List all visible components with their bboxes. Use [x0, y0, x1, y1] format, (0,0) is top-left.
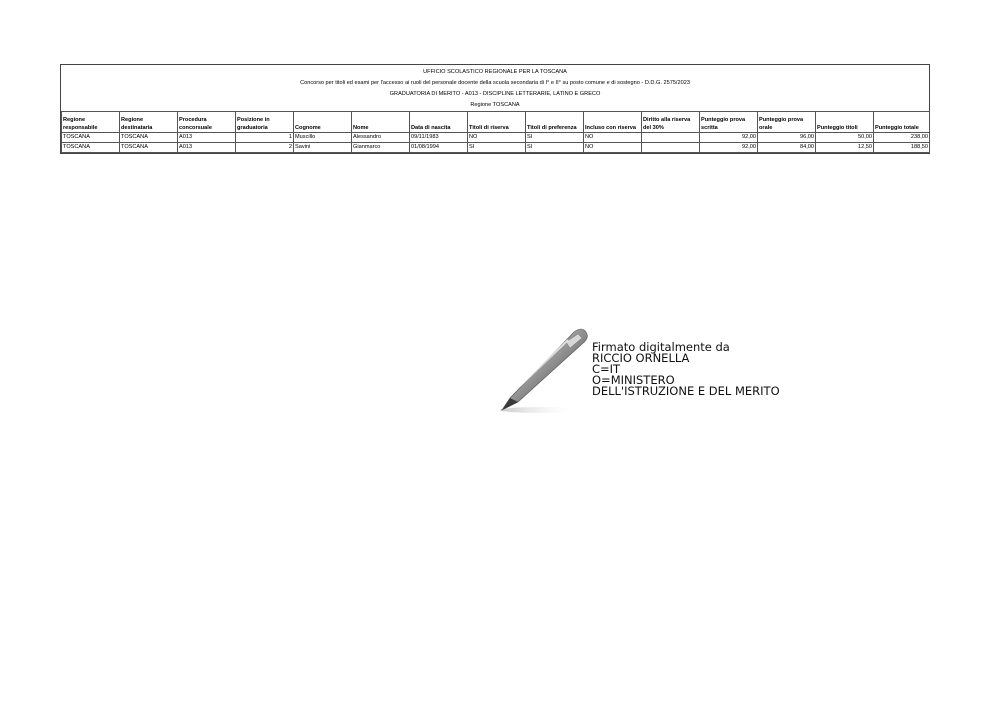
- document-header: [61, 65, 929, 111]
- table-cell: [642, 143, 700, 153]
- signer-organization: O=MINISTERO: [592, 373, 675, 387]
- column-header: Incluso con riserva: [584, 112, 642, 133]
- column-header: Posizione in graduatoria: [236, 112, 294, 133]
- table-cell: A013: [178, 143, 236, 153]
- signer-organization-detail: DELL'ISTRUZIONE E DEL MERITO: [592, 384, 780, 398]
- column-header: Titoli di riserva: [468, 112, 526, 133]
- table-cell: 238,00: [874, 133, 930, 143]
- signer-country: C=IT: [592, 362, 621, 376]
- column-header: Procedura concorsuale: [178, 112, 236, 133]
- ranking-table: [61, 111, 930, 153]
- table-row: [62, 143, 930, 153]
- pen-icon: [496, 326, 592, 416]
- signature-caption: Firmato digitalmente da: [592, 340, 730, 354]
- competition-title: Concorso per titoli ed esami per l'accesso ai ruoli del personale docente della scuola secondaria di I° e II° su posto comune e di sostegno - D.D.G. 2575/2023: [300, 80, 690, 86]
- table-cell: 96,00: [758, 133, 816, 143]
- column-header: Regione responsabile: [62, 112, 120, 133]
- table-cell: 2: [236, 143, 294, 153]
- table-cell: SI: [526, 133, 584, 143]
- table-cell: 84,00: [758, 143, 816, 153]
- region-label: Regione TOSCANA: [470, 102, 520, 108]
- table-cell: 12,50: [816, 143, 874, 153]
- column-header: Punteggio titoli: [816, 112, 874, 133]
- column-header: Titoli di preferenza: [526, 112, 584, 133]
- column-header: Diritto alla riserva del 30%: [642, 112, 700, 133]
- table-cell: NO: [468, 133, 526, 143]
- table-cell: NO: [584, 133, 642, 143]
- table-cell: 09/11/1983: [410, 133, 468, 143]
- table-cell: 188,50: [874, 143, 930, 153]
- column-header: Regione destinataria: [120, 112, 178, 133]
- table-cell: TOSCANA: [62, 143, 120, 153]
- column-header: Punteggio totale: [874, 112, 930, 133]
- table-cell: 50,00: [816, 133, 874, 143]
- table-cell: Muscillo: [294, 133, 352, 143]
- office-title: UFFICIO SCOLASTICO REGIONALE PER LA TOSCANA: [423, 69, 567, 75]
- column-header: Punteggio prova orale: [758, 112, 816, 133]
- table-row: [62, 133, 930, 143]
- column-header: Data di nascita: [410, 112, 468, 133]
- column-header: Nome: [352, 112, 410, 133]
- table-cell: 01/08/1994: [410, 143, 468, 153]
- table-cell: A013: [178, 133, 236, 143]
- table-cell: SI: [526, 143, 584, 153]
- table-cell: TOSCANA: [120, 143, 178, 153]
- digital-signature: [496, 326, 816, 416]
- table-cell: 1: [236, 133, 294, 143]
- table-cell: [642, 133, 700, 143]
- column-header: Cognome: [294, 112, 352, 133]
- table-cell: 92,00: [700, 143, 758, 153]
- signature-text: [592, 342, 780, 397]
- table-cell: Savini: [294, 143, 352, 153]
- table-cell: SI: [468, 143, 526, 153]
- document-frame: [60, 64, 930, 154]
- table-cell: TOSCANA: [62, 133, 120, 143]
- table-cell: Gianmarco: [352, 143, 410, 153]
- column-header: Punteggio prova scritta: [700, 112, 758, 133]
- table-cell: Alessandro: [352, 133, 410, 143]
- table-cell: 92,00: [700, 133, 758, 143]
- table-header-row: [62, 112, 930, 133]
- signer-name: RICCIO ORNELLA: [592, 351, 690, 365]
- table-cell: TOSCANA: [120, 133, 178, 143]
- table-cell: NO: [584, 143, 642, 153]
- ranking-title: GRADUATORIA DI MERITO - A013 - DISCIPLINE LETTERARIE, LATINO E GRECO: [389, 91, 601, 97]
